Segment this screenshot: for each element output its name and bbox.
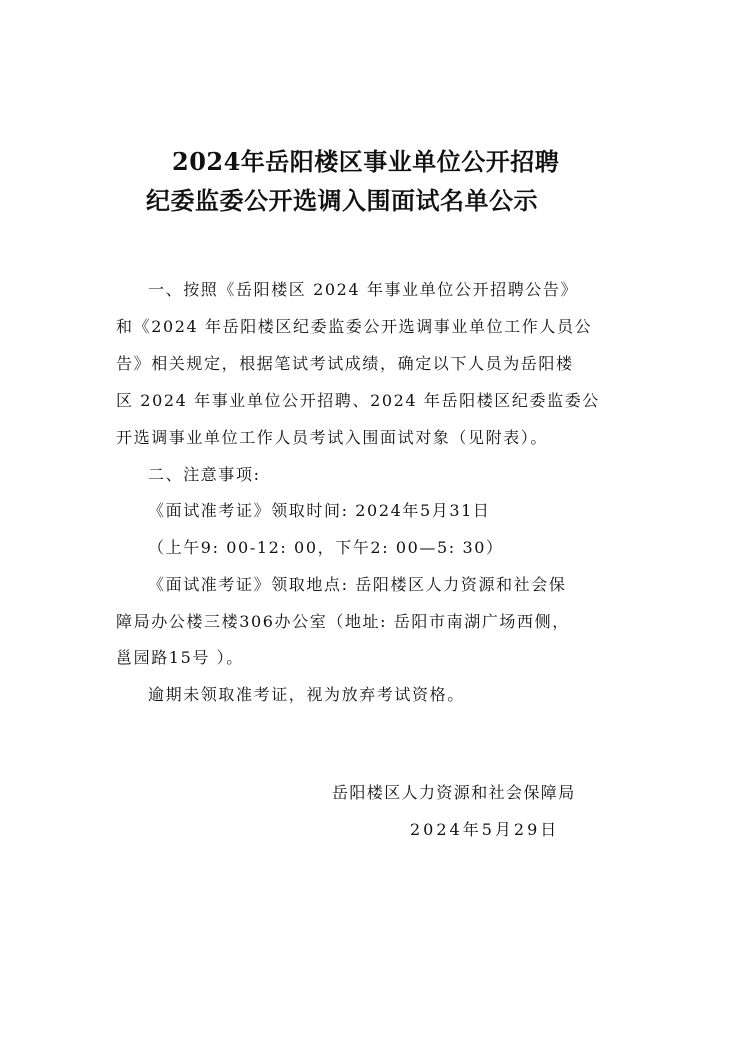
signature-organization: 岳阳楼区人力资源和社会保障局 <box>332 783 576 802</box>
body-paragraph-1-line-3: 告》相关规定，根据笔试考试成绩，确定以下人员为岳阳楼 <box>116 354 574 373</box>
signature-date: 2024年5月29日 <box>410 820 560 839</box>
pickup-location-line-3: 邕园路15号 ）。 <box>116 648 244 667</box>
document-title-line-2: 纪委监委公开选调入围面试名单公示 <box>146 186 538 215</box>
body-paragraph-1-line-4: 区 2024 年事业单位公开招聘、2024 年岳阳楼区纪委监委公 <box>116 391 600 410</box>
body-paragraph-1-line-2: 和《2024 年岳阳楼区纪委监委公开选调事业单位工作人员公 <box>116 317 593 336</box>
section-heading-notes: 二、注意事项: <box>148 465 261 484</box>
pickup-location-line-1: 《面试准考证》领取地点: 岳阳楼区人力资源和社会保 <box>148 575 567 594</box>
pickup-time-line: 《面试准考证》领取时间: 2024年5月31日 <box>148 501 491 520</box>
document-title-line-1: 2024年岳阳楼区事业单位公开招聘 <box>172 147 560 176</box>
body-paragraph-1-line-1: 一、按照《岳阳楼区 2024 年事业单位公开招聘公告》 <box>148 280 579 299</box>
body-paragraph-1-line-5: 开选调事业单位工作人员考试入围面试对象（见附表）。 <box>116 428 549 447</box>
expiry-notice-line: 逾期未领取准考证，视为放弃考试资格。 <box>148 685 465 704</box>
pickup-location-line-2: 障局办公楼三楼306办公室（地址: 岳阳市南湖广场西侧， <box>116 612 570 631</box>
pickup-hours-line: （上午9: 00-12: 00，下午2: 00—5: 30） <box>148 538 504 557</box>
